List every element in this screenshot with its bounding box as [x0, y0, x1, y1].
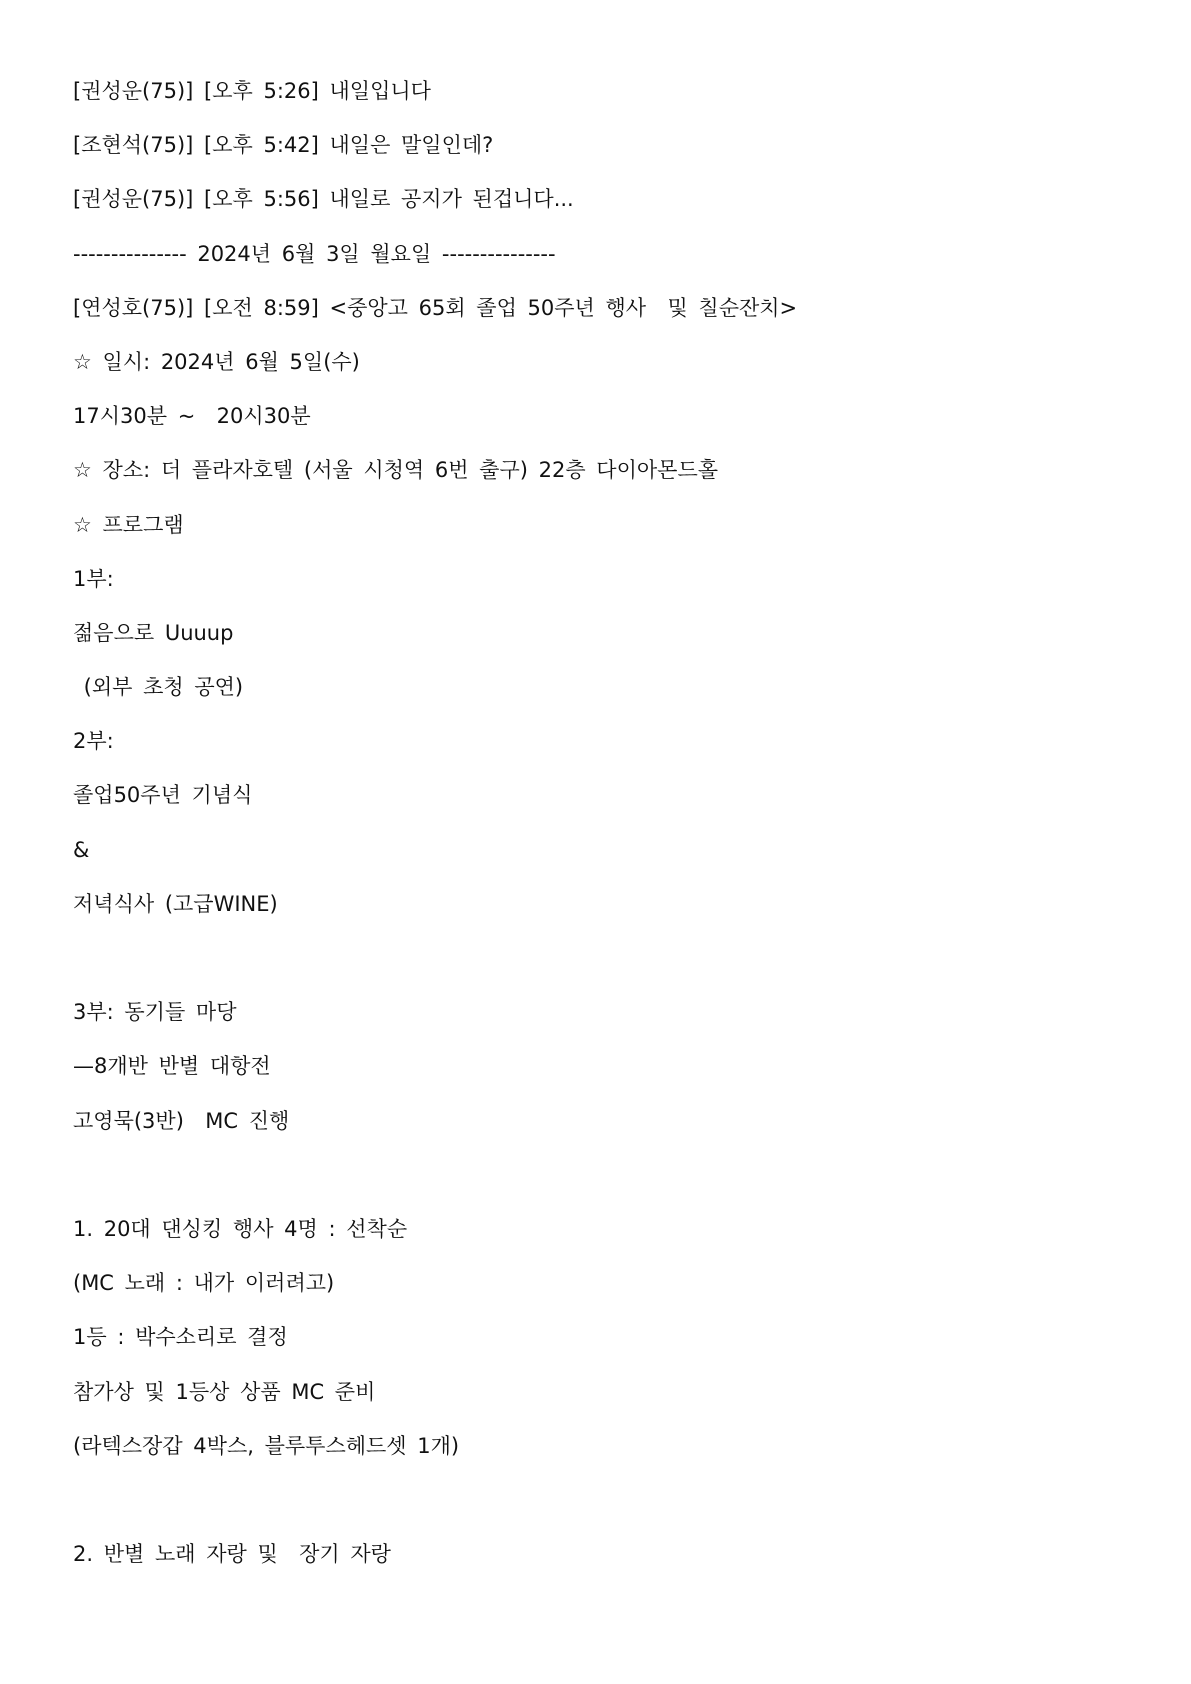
announcement-title: [연성호(75)] [오전 8:59] <중앙고 65회 졸업 50주년 행사 및 칠순잔치> [73, 295, 798, 320]
part-three-mc: 고영묵(3반) MC 진행 [73, 1108, 290, 1133]
blank-line [73, 1156, 797, 1210]
part-one-note: (외부 초청 공연) [73, 675, 244, 700]
part-two-title: 졸업50주년 기념식 [73, 783, 253, 808]
part-one-label: 1부: [73, 566, 114, 591]
item-one-song: (MC 노래 : 내가 이러려고) [73, 1271, 335, 1296]
part-three-title: 3부: 동기들 마당 [73, 1000, 237, 1025]
program-heading: ☆ 프로그램 [73, 512, 184, 537]
item-one-prizes: 참가상 및 1등상 상품 MC 준비 [73, 1379, 376, 1404]
date-separator: --------------- 2024년 6월 3일 월요일 --------------- [73, 241, 556, 266]
item-one-title: 1. 20대 댄싱킹 행사 4명 : 선착순 [73, 1216, 408, 1241]
chat-message: [조현석(75)] [오후 5:42] 내일은 말일인데? [73, 133, 494, 158]
part-one-title: 젊음으로 Uuuup [73, 620, 234, 645]
part-two-dinner: 저녁식사 (고급WINE) [73, 891, 278, 916]
chat-message: [권성운(75)] [오후 5:56] 내일로 공지가 된겁니다... [73, 187, 574, 212]
part-three-detail: —8개반 반별 대항전 [73, 1054, 271, 1079]
blank-line [73, 1481, 797, 1535]
item-one-decision: 1등 : 박수소리로 결정 [73, 1325, 288, 1350]
chat-transcript [73, 72, 797, 1589]
blank-line [73, 939, 797, 993]
event-venue: ☆ 장소: 더 플라자호텔 (서울 시청역 6번 출구) 22층 다이아몬드홀 [73, 458, 719, 483]
event-time: 17시30분 ~ 20시30분 [73, 404, 311, 429]
part-two-label: 2부: [73, 729, 114, 754]
chat-message: [권성운(75)] [오후 5:26] 내일입니다 [73, 79, 431, 103]
part-two-ampersand: & [73, 837, 90, 862]
item-one-prize-list: (라텍스장갑 4박스, 블루투스헤드셋 1개) [73, 1433, 460, 1458]
event-date: ☆ 일시: 2024년 6월 5일(수) [73, 349, 360, 374]
item-two-title: 2. 반별 노래 자랑 및 장기 자랑 [73, 1542, 391, 1567]
